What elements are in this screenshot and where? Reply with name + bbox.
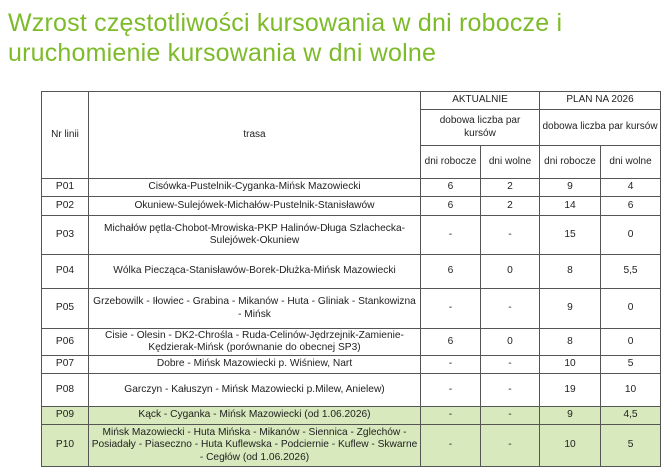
line-number: P10 bbox=[42, 425, 89, 467]
plan-weekdays: 10 bbox=[540, 356, 601, 374]
current-weekdays: - bbox=[421, 425, 481, 467]
line-number: P02 bbox=[42, 197, 89, 216]
current-weekdays: 6 bbox=[421, 255, 481, 289]
header-current: AKTUALNIE bbox=[421, 92, 540, 110]
header-daily-plan: dobowa liczba par kursów bbox=[540, 110, 661, 146]
header-current-weekends: dni wolne bbox=[481, 146, 540, 179]
plan-weekdays: 8 bbox=[540, 255, 601, 289]
current-weekends: - bbox=[481, 289, 540, 329]
route: Wólka Piecząca-Stanisławów-Borek-Dłużka-Mińsk Mazowiecki bbox=[89, 255, 421, 289]
header-current-weekdays: dni robocze bbox=[421, 146, 481, 179]
current-weekdays: - bbox=[421, 356, 481, 374]
current-weekdays: - bbox=[421, 374, 481, 407]
line-number: P06 bbox=[42, 329, 89, 356]
route: Mińsk Mazowiecki - Huta Mińska - Mikanów - Siennica - Zglechów - Posiadały - Piaseczno - Huta Kuflewska - Podciernie - Kuflew - Skwarne - Cegłów (od 1.06.2026) bbox=[89, 425, 421, 467]
plan-weekdays: 19 bbox=[540, 374, 601, 407]
plan-weekdays: 14 bbox=[540, 197, 601, 216]
route: Cisie - Olesin - DK2-Chrośla - Ruda-Celinów-Jędrzejnik-Zamienie-Kędzierak-Mińsk (porównanie do obecnej SP3) bbox=[89, 329, 421, 356]
route: Dobre - Mińsk Mazowiecki p. Wiśniew, Nart bbox=[89, 356, 421, 374]
plan-weekdays: 15 bbox=[540, 216, 601, 255]
current-weekdays: 6 bbox=[421, 329, 481, 356]
table-row bbox=[42, 179, 661, 197]
plan-weekdays: 9 bbox=[540, 289, 601, 329]
table-row bbox=[42, 374, 661, 407]
plan-weekdays: 9 bbox=[540, 407, 601, 425]
plan-weekends: 4,5 bbox=[601, 407, 661, 425]
lines-table bbox=[41, 91, 661, 467]
route: Kąck - Cyganka - Mińsk Mazowiecki (od 1.06.2026) bbox=[89, 407, 421, 425]
current-weekends: - bbox=[481, 374, 540, 407]
current-weekends: 2 bbox=[481, 179, 540, 197]
current-weekends: - bbox=[481, 407, 540, 425]
current-weekends: 2 bbox=[481, 197, 540, 216]
header-plan-weekdays: dni robocze bbox=[540, 146, 601, 179]
plan-weekends: 6 bbox=[601, 197, 661, 216]
route: Grzebowilk - Iłowiec - Grabina - Mikanów - Huta - Gliniak - Stankowizna - Mińsk bbox=[89, 289, 421, 329]
line-number: P03 bbox=[42, 216, 89, 255]
current-weekends: - bbox=[481, 425, 540, 467]
table-row bbox=[42, 356, 661, 374]
current-weekdays: - bbox=[421, 216, 481, 255]
plan-weekends: 0 bbox=[601, 289, 661, 329]
line-number: P08 bbox=[42, 374, 89, 407]
plan-weekends: 4 bbox=[601, 179, 661, 197]
plan-weekends: 5,5 bbox=[601, 255, 661, 289]
header-route: trasa bbox=[89, 92, 421, 179]
table-row bbox=[42, 255, 661, 289]
table-row bbox=[42, 425, 661, 467]
line-number: P07 bbox=[42, 356, 89, 374]
header-nr: Nr linii bbox=[42, 92, 89, 179]
plan-weekdays: 9 bbox=[540, 179, 601, 197]
line-number: P05 bbox=[42, 289, 89, 329]
plan-weekends: 5 bbox=[601, 356, 661, 374]
header-plan: PLAN NA 2026 bbox=[540, 92, 661, 110]
route: Cisówka-Pustelnik-Cyganka-Mińsk Mazowiecki bbox=[89, 179, 421, 197]
page-title: Wzrost częstotliwości kursowania w dni robocze i uruchomienie kursowania w dni wolne bbox=[8, 9, 563, 67]
header-daily-current: dobowa liczba par kursów bbox=[421, 110, 540, 146]
current-weekdays: - bbox=[421, 407, 481, 425]
table-row bbox=[42, 407, 661, 425]
table-row bbox=[42, 197, 661, 216]
current-weekends: - bbox=[481, 356, 540, 374]
plan-weekends: 0 bbox=[601, 216, 661, 255]
route: Michałów pętla-Chobot-Mrowiska-PKP Halinów-Długa Szlachecka-Sulejówek-Okuniew bbox=[89, 216, 421, 255]
current-weekends: 0 bbox=[481, 255, 540, 289]
plan-weekends: 5 bbox=[601, 425, 661, 467]
current-weekdays: 6 bbox=[421, 197, 481, 216]
plan-weekdays: 8 bbox=[540, 329, 601, 356]
plan-weekends: 0 bbox=[601, 329, 661, 356]
table-row bbox=[42, 216, 661, 255]
plan-weekdays: 10 bbox=[540, 425, 601, 467]
header-plan-weekends: dni wolne bbox=[601, 146, 661, 179]
current-weekdays: 6 bbox=[421, 179, 481, 197]
current-weekends: - bbox=[481, 216, 540, 255]
current-weekends: 0 bbox=[481, 329, 540, 356]
line-number: P01 bbox=[42, 179, 89, 197]
line-number: P09 bbox=[42, 407, 89, 425]
table-row bbox=[42, 289, 661, 329]
route: Garczyn - Kałuszyn - Mińsk Mazowiecki p.Milew, Anielew) bbox=[89, 374, 421, 407]
line-number: P04 bbox=[42, 255, 89, 289]
route: Okuniew-Sulejówek-Michałów-Pustelnik-Stanisławów bbox=[89, 197, 421, 216]
plan-weekends: 10 bbox=[601, 374, 661, 407]
table-row bbox=[42, 329, 661, 356]
current-weekdays: - bbox=[421, 289, 481, 329]
